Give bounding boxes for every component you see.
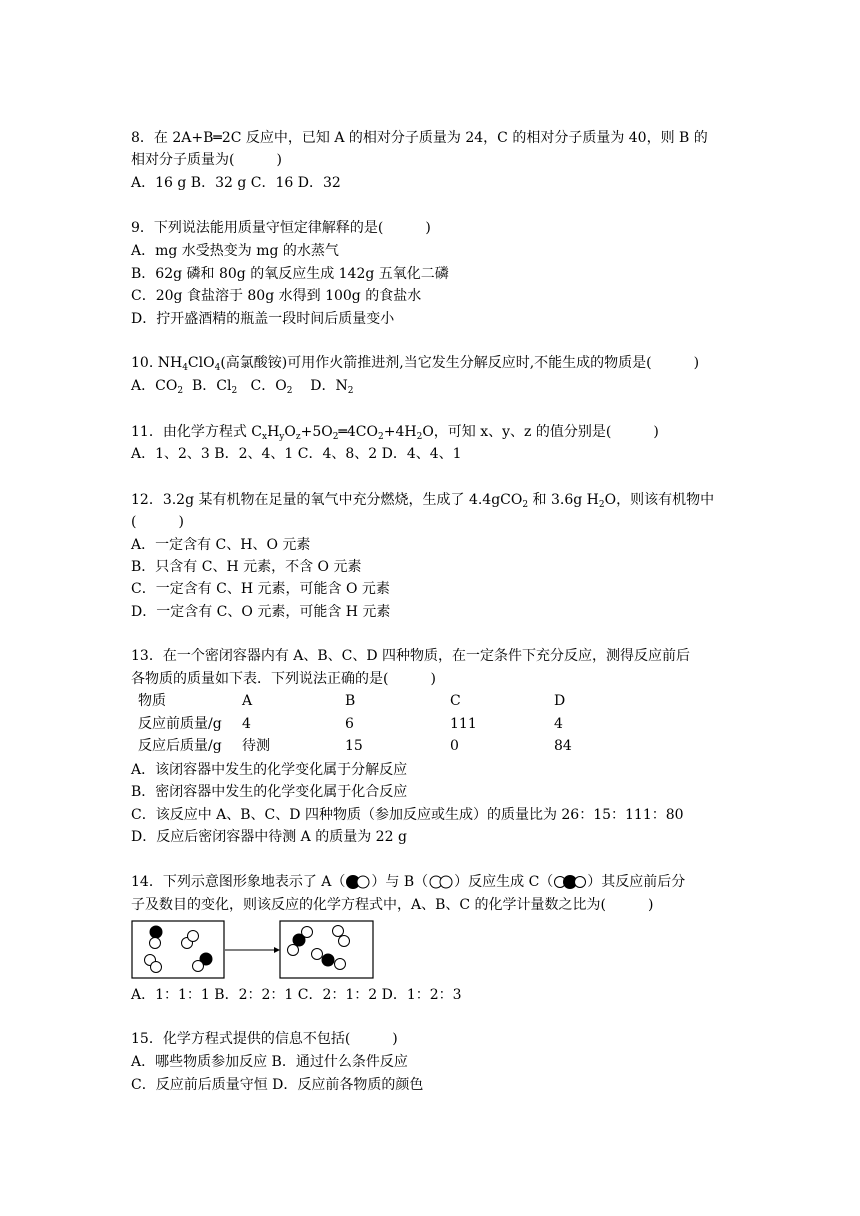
q13-option-a: A．该闭容器中发生的化学变化属于分解反应 — [131, 762, 408, 778]
table-cell: 111 — [450, 716, 477, 732]
reaction-diagram — [131, 920, 376, 980]
q13-option-b: B．密闭容器中发生的化学变化属于化合反应 — [131, 784, 408, 800]
q8-stem-line2: 相对分子质量为( ) — [131, 152, 282, 168]
q9-option-b: B．62g 磷和 80g 的氧反应生成 142g 五氧化二磷 — [131, 266, 449, 282]
q13-stem-line1: 13．在一个密闭容器内有 A、B、C、D 四种物质，在一定条件下充分反应，测得反应前后 — [131, 648, 691, 664]
q8-options: A．16 g B．32 g C．16 D．32 — [131, 175, 341, 191]
q13-table — [138, 691, 738, 757]
molecule-b-icon — [428, 874, 454, 890]
q12-option-a: A．一定含有 C、H、O 元素 — [131, 537, 311, 553]
table-row-after-label: 反应后质量/g — [138, 738, 222, 754]
table-cell: 15 — [345, 738, 363, 754]
q9-option-c: C．20g 食盐溶于 80g 水得到 100g 的食盐水 — [131, 288, 422, 304]
q12-option-c: C．一定含有 C、H 元素，可能含 O 元素 — [131, 581, 390, 597]
q12-stem: 12．3.2g 某有机物在足量的氧气中充分燃烧，生成了 4.4gCO$_2$ 和 3.6g $H_2O$，则该有机物中 — [131, 492, 715, 510]
q13-option-d: D．反应后密闭容器中待测 A 的质量为 22 g — [131, 829, 407, 845]
q14-stem-line2: 子及数目的变化，则该反应的化学方程式中，A、B、C 的化学计量数之比为( ) — [131, 897, 654, 913]
table-header-b: B — [345, 693, 356, 709]
table-cell: 待测 — [242, 738, 270, 754]
table-header-d: D — [554, 693, 566, 709]
table-cell: 84 — [554, 738, 572, 754]
q9-option-a: A．mg 水受热变为 mg 的水蒸气 — [131, 243, 339, 259]
arrow-head-icon — [274, 947, 280, 953]
molecule-c-icon — [553, 874, 587, 890]
q8-stem-line1: 8．在 2A+B═2C 反应中，已知 A 的相对分子质量为 24，C 的相对分子质量为 40，则 B 的 — [131, 130, 708, 146]
molecule-a-icon — [345, 874, 371, 890]
q9-option-d: D．拧开盛酒精的瓶盖一段时间后质量变小 — [131, 311, 395, 327]
q13-stem-line2: 各物质的质量如下表．下列说法正确的是( ) — [131, 671, 436, 687]
table-cell: 6 — [345, 716, 354, 732]
table-cell: 4 — [554, 716, 563, 732]
q11-options: A．1、2、3 B．2、4、1 C．4、8、2 D．4、4、1 — [131, 446, 462, 462]
q15-stem: 15．化学方程式提供的信息不包括( ) — [131, 1031, 398, 1047]
q13-option-c: C．该反应中 A、B、C、D 四种物质（参加反应或生成）的质量比为 26：15：111：80 — [131, 807, 684, 823]
table-cell: 0 — [450, 738, 459, 754]
q14-stem-line1: 14．下列示意图形象地表示了 A（ ）与 B（ ）反应生成 C（ ）其反应前后分 — [131, 874, 686, 890]
q11-stem: 11．由化学方程式 $C_xH_yO_z+5O_2═4CO_2+4H_2O$，可知 x、y、z 的值分别是( ) — [131, 424, 659, 442]
q15-options-ab: A．哪些物质参加反应 B．通过什么条件反应 — [131, 1054, 408, 1070]
q12-option-b: B．只含有 C、H 元素，不含 O 元素 — [131, 559, 362, 575]
table-header-a: A — [242, 693, 253, 709]
table-header-c: C — [450, 693, 461, 709]
q15-options-cd: C．反应前后质量守恒 D．反应前各物质的颜色 — [131, 1077, 424, 1093]
q12-paren: ( ) — [131, 514, 184, 530]
q14-options: A．1：1：1 B．2：2：1 C．2：1：2 D．1：2：3 — [131, 987, 462, 1003]
table-cell: 4 — [242, 716, 251, 732]
before-box — [132, 921, 224, 978]
table-header-substance: 物质 — [138, 693, 166, 709]
q10-options: A．$CO_2$ B．$Cl_2$ C．$O_2$ D．$N_2$ — [131, 378, 354, 396]
q10-stem: 10. $NH_4ClO_4$(高氯酸铵)可用作火箭推进剂,当它发生分解反应时,不能生成的物质是( ) — [131, 355, 700, 373]
q9-stem: 9．下列说法能用质量守恒定律解释的是( ) — [131, 220, 431, 236]
table-row-before-label: 反应前质量/g — [138, 716, 222, 732]
q12-option-d: D．一定含有 C、O 元素，可能含 H 元素 — [131, 604, 391, 620]
